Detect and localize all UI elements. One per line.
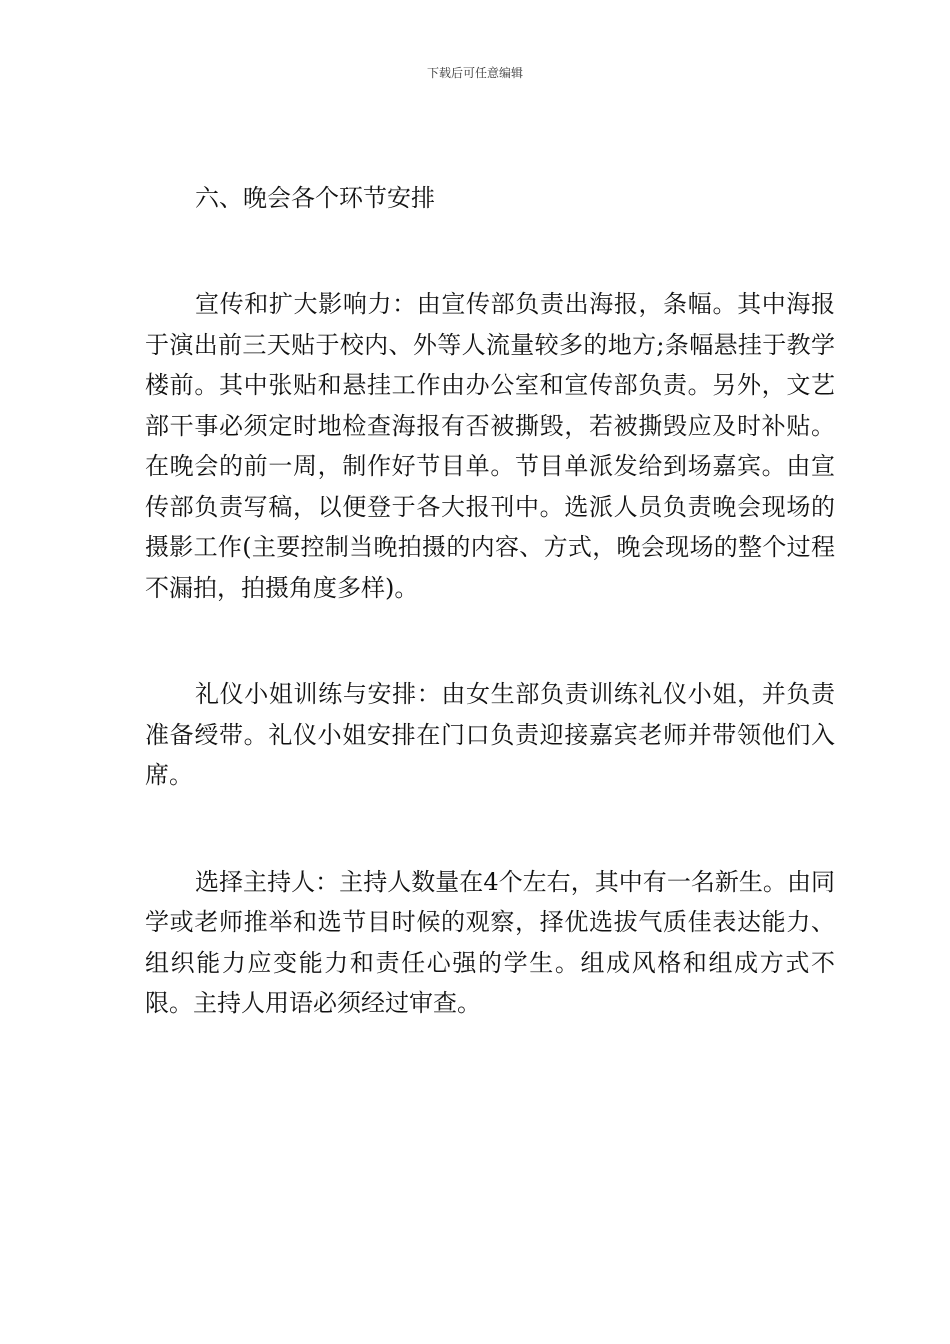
document-body [145, 178, 835, 1024]
paragraph-etiquette: 礼仪小姐训练与安排：由女生部负责训练礼仪小姐，并负责准备绶带。礼仪小姐安排在门口负责迎接嘉宾老师并带领他们入席。 [145, 680, 835, 789]
page-header: 下载后可任意编辑 [426, 66, 523, 80]
paragraph-publicity: 宣传和扩大影响力：由宣传部负责出海报，条幅。其中海报于演出前三天贴于校内、外等人流量较多的地方;条幅悬挂于教学楼前。其中张贴和悬挂工作由办公室和宣传部负责。另外，文艺部干事必须定时地检查海报有否被撕毁，若被撕毁应及时补贴。在晚会的前一周，制作好节目单。节目单派发给到场嘉宾。由宣传部负责写稿，以便登于各大报刊中。选派人员负责晚会现场的摄影工作(主要控制当晚拍摄的内容、方式，晚会现场的整个过程不漏拍，拍摄角度多样)。 [145, 290, 835, 602]
section-heading: 六、晚会各个环节安排 [195, 184, 435, 212]
paragraph-host-selection: 选择主持人：主持人数量在4个左右，其中有一名新生。由同学或老师推举和选节目时候的观察，择优选拔气质佳表达能力、组织能力应变能力和责任心强的学生。组成风格和组成方式不限。主持人用语必须经过审查。 [145, 867, 835, 1017]
